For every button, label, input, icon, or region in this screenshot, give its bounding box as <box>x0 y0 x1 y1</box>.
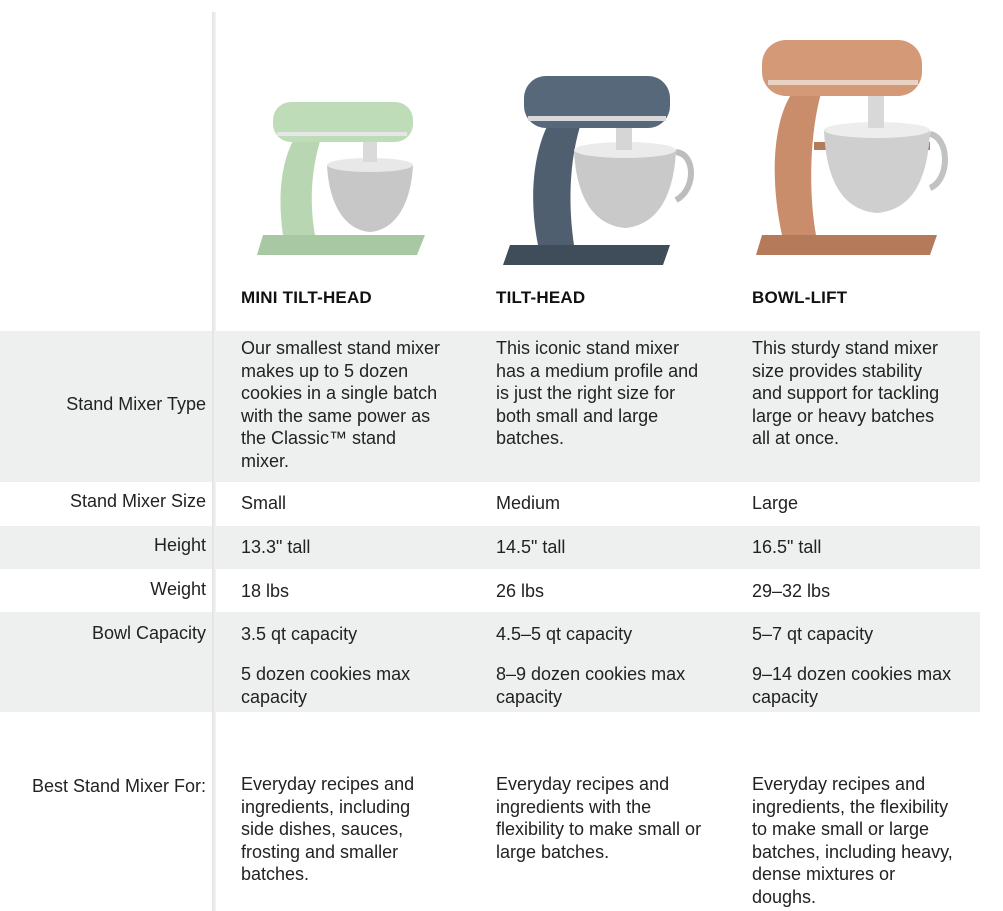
mini-tilt-head-mixer-image <box>245 30 425 270</box>
column-title-bowl-lift: BOWL-LIFT <box>752 288 848 307</box>
row-label-best-for: Best Stand Mixer For: <box>31 776 206 796</box>
tilt-head-mixer-image <box>500 30 700 270</box>
cell-size-tilt-head: Medium <box>496 493 561 513</box>
cell-capacity-mini: 3.5 qt capacity <box>241 624 358 644</box>
cell-height-tilt-head: 14.5" tall <box>496 537 566 557</box>
row-label-bowl-capacity: Bowl Capacity <box>91 623 206 643</box>
cell-best-for-mini: Everyday recipes and ingredients, including side dishes, sauces, frosting and smaller batches. <box>241 774 415 884</box>
label-column-divider <box>212 12 216 911</box>
cell-height-bowl-lift: 16.5" tall <box>752 537 822 557</box>
column-title-mini-tilt-head: MINI TILT-HEAD <box>241 288 372 307</box>
row-label-weight: Weight <box>150 579 206 599</box>
row-label-height: Height <box>153 535 206 555</box>
cell-cookies-bowl-lift: 9–14 dozen cookies max capacity <box>752 664 952 707</box>
cell-type-tilt-head: This iconic stand mixer has a medium profile and is just the right size for both small and large batches. <box>496 338 699 448</box>
cell-height-mini: 13.3" tall <box>241 537 311 557</box>
cell-cookies-mini: 5 dozen cookies max capacity <box>241 664 411 707</box>
bowl-lift-mixer-image <box>752 30 952 270</box>
cell-best-for-bowl-lift: Everyday recipes and ingredients, the flexibility to make small or large batches, including heavy, dense mixtures or doughs. <box>752 774 953 907</box>
cell-weight-mini: 18 lbs <box>241 581 290 601</box>
cell-capacity-bowl-lift: 5–7 qt capacity <box>752 624 874 644</box>
cell-type-mini: Our smallest stand mixer makes up to 5 dozen cookies in a single batch with the same power as the Classic™ stand mixer. <box>241 338 441 471</box>
cell-cookies-tilt-head: 8–9 dozen cookies max capacity <box>496 664 686 707</box>
cell-weight-bowl-lift: 29–32 lbs <box>752 581 831 601</box>
cell-weight-tilt-head: 26 lbs <box>496 581 545 601</box>
row-label-stand-mixer-type: Stand Mixer Type <box>66 394 206 414</box>
cell-size-mini: Small <box>241 493 287 513</box>
cell-size-bowl-lift: Large <box>752 493 799 513</box>
row-label-stand-mixer-size: Stand Mixer Size <box>69 491 206 511</box>
cell-capacity-tilt-head: 4.5–5 qt capacity <box>496 624 633 644</box>
column-title-tilt-head: TILT-HEAD <box>496 288 586 307</box>
cell-type-bowl-lift: This sturdy stand mixer size provides stability and support for tackling large or heavy batches all at once. <box>752 338 940 448</box>
cell-best-for-tilt-head: Everyday recipes and ingredients with the flexibility to make small or large batches. <box>496 774 702 862</box>
